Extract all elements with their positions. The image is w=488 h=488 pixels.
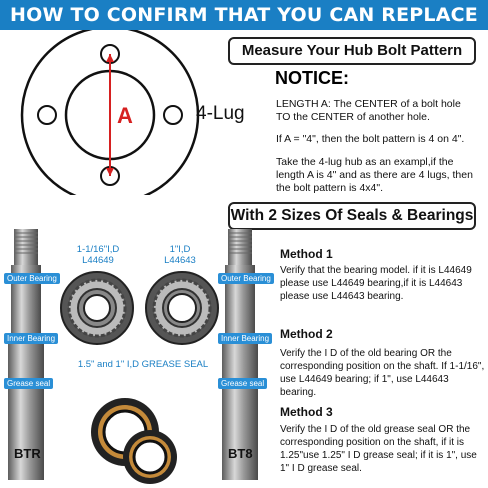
bearing-left-image <box>61 272 133 344</box>
grease-seal-small-image <box>123 430 177 484</box>
method-1-title: Method 1 <box>280 247 333 261</box>
grease-seal-caption: 1.5" and 1" I,D GREASE SEAL <box>77 359 209 370</box>
section-title-seals-bearings: With 2 Sizes Of Seals & Bearings <box>228 202 476 230</box>
shaft-label-bt8: BT8 <box>228 446 253 461</box>
tag-inner-bearing-left: Inner Bearing <box>4 333 58 344</box>
bearing-left-caption <box>58 244 138 266</box>
tag-outer-bearing-left: Outer Bearing <box>4 273 60 284</box>
section-title-bolt-pattern: Measure Your Hub Bolt Pattern <box>228 37 476 65</box>
shaft-left <box>8 229 44 480</box>
method-1-text: Verify that the bearing model. if it is L44649 please use L44649 bearing,if it is L44643 please use L44643 bearing. <box>280 265 472 302</box>
notice-heading: NOTICE: <box>275 68 349 88</box>
lug-hole-left <box>38 106 56 124</box>
lug-hole-right <box>164 106 182 124</box>
hub-diagram <box>0 30 200 195</box>
bearing-left-size: 1-1/16"I,D <box>76 244 120 255</box>
header-banner: HOW TO CONFIRM THAT YOU CAN REPLACE <box>0 0 488 30</box>
tag-outer-bearing-right: Outer Bearing <box>218 273 274 284</box>
tag-grease-seal-left: Grease seal <box>4 378 53 389</box>
method-2-title: Method 2 <box>280 327 333 341</box>
bolt-pattern-rule: If A = "4", then the bolt pattern is 4 on 4". <box>276 133 465 145</box>
bearing-right-image <box>146 272 218 344</box>
shaft-right <box>222 229 258 480</box>
bearing-right-size: 1"I,D <box>169 244 191 255</box>
method-3-text: Verify the I D of the old grease seal OR the corresponding position on the shaft, if it is 1.25"use 1.25" I D grease seal; if it is 1", use 1" I D grease seal. <box>280 424 477 474</box>
method-3-title: Method 3 <box>280 405 333 419</box>
bearing-right-model: L44643 <box>164 255 196 266</box>
bolt-pattern-example: Take the 4-lug hub as an exampl,if the length A is 4" and as there are 4 lugs, then the bolt pattern is 4x4". <box>276 156 473 194</box>
lug-count-label: 4-Lug <box>196 103 245 124</box>
length-a-definition: LENGTH A: The CENTER of a bolt hole TO the CENTER of another hole. <box>276 98 461 123</box>
bearing-left-model: L44649 <box>82 255 114 266</box>
tag-inner-bearing-right: Inner Bearing <box>218 333 272 344</box>
bearing-right-caption <box>145 244 215 266</box>
method-2-text: Verify the I D of the old bearing OR the corresponding position on the shaft. If 1-1/16", use L44649 bearing; if 1", use L44643 bearing. <box>280 348 485 398</box>
tag-grease-seal-right: Grease seal <box>218 378 267 389</box>
measure-letter-a: A <box>117 103 133 128</box>
shaft-label-btr: BTR <box>14 446 41 461</box>
